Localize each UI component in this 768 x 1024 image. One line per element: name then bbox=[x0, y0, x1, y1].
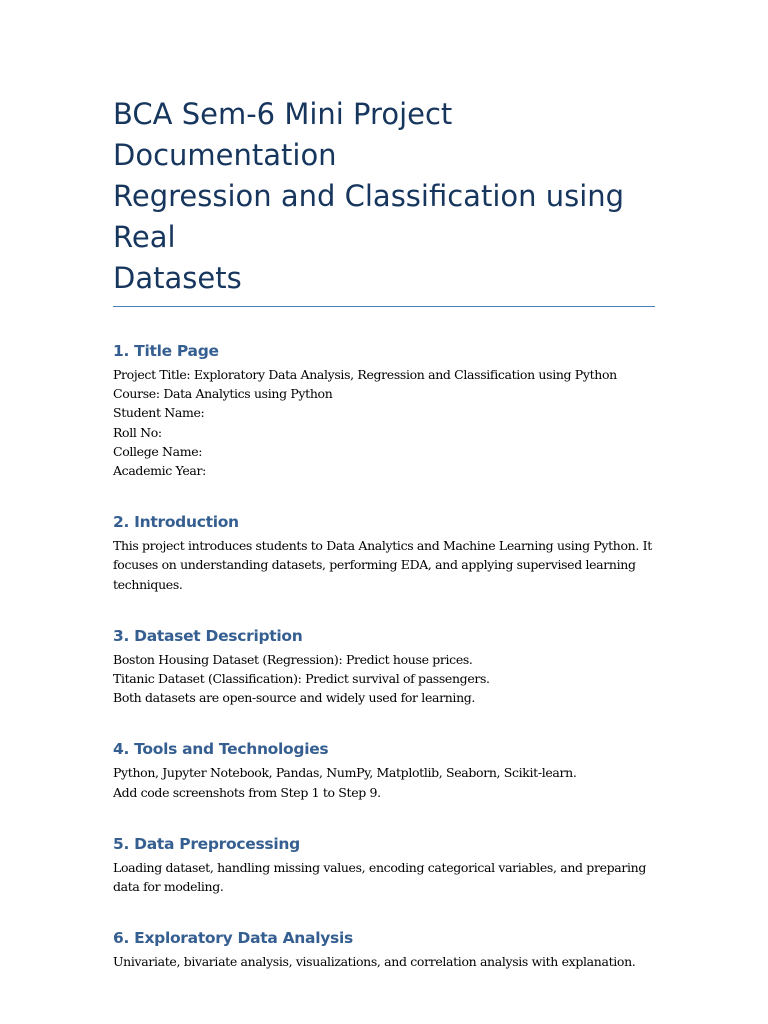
section-tools-and-technologies bbox=[113, 739, 655, 801]
body-line: Boston Housing Dataset (Regression): Predict house prices. bbox=[113, 651, 473, 667]
body-line: Course: Data Analytics using Python bbox=[113, 386, 333, 402]
body-line: This project introduces students to Data Analytics and Machine Learning using Python. It bbox=[113, 538, 652, 554]
body-line: Both datasets are open-source and widely used for learning. bbox=[113, 690, 476, 706]
section-heading: 6. Exploratory Data Analysis bbox=[113, 929, 353, 948]
section-heading: 5. Data Preprocessing bbox=[113, 834, 300, 853]
section-heading: 3. Dataset Description bbox=[113, 626, 303, 645]
document-title bbox=[113, 94, 655, 299]
body-line: Loading dataset, handling missing values, encoding categorical variables, and preparing bbox=[113, 859, 646, 875]
body-line: data for modeling. bbox=[113, 879, 224, 895]
title-line-3: Datasets bbox=[113, 261, 242, 295]
body-line: Academic Year: bbox=[113, 463, 207, 479]
section-heading: 2. Introduction bbox=[113, 513, 239, 532]
section-dataset-description bbox=[113, 626, 655, 708]
title-divider bbox=[113, 306, 655, 307]
title-line-1: BCA Sem-6 Mini Project Documentation bbox=[113, 97, 453, 172]
title-line-2: Regression and Classification using Real bbox=[113, 179, 625, 254]
section-data-preprocessing bbox=[113, 834, 655, 896]
body-line: College Name: bbox=[113, 443, 203, 459]
body-line: Roll No: bbox=[113, 424, 162, 440]
section-heading: 4. Tools and Technologies bbox=[113, 740, 329, 759]
body-line: Student Name: bbox=[113, 405, 205, 421]
body-line: Add code screenshots from Step 1 to Step 9. bbox=[113, 784, 381, 800]
body-line: Univariate, bivariate analysis, visualizations, and correlation analysis with explanation. bbox=[113, 954, 636, 970]
document-content bbox=[113, 94, 655, 971]
body-line: Project Title: Exploratory Data Analysis, Regression and Classification using Python bbox=[113, 367, 617, 382]
body-line: Python, Jupyter Notebook, Pandas, NumPy, Matplotlib, Seaborn, Scikit-learn. bbox=[113, 765, 577, 781]
section-introduction bbox=[113, 512, 655, 594]
body-line: techniques. bbox=[113, 576, 183, 592]
section-heading: 1. Title Page bbox=[113, 342, 219, 360]
body-line: Titanic Dataset (Classification): Predict survival of passengers. bbox=[113, 671, 490, 687]
section-exploratory-data-analysis bbox=[113, 928, 655, 971]
body-line: focuses on understanding datasets, performing EDA, and applying supervised learning bbox=[113, 557, 636, 573]
section-title-page bbox=[113, 341, 655, 480]
